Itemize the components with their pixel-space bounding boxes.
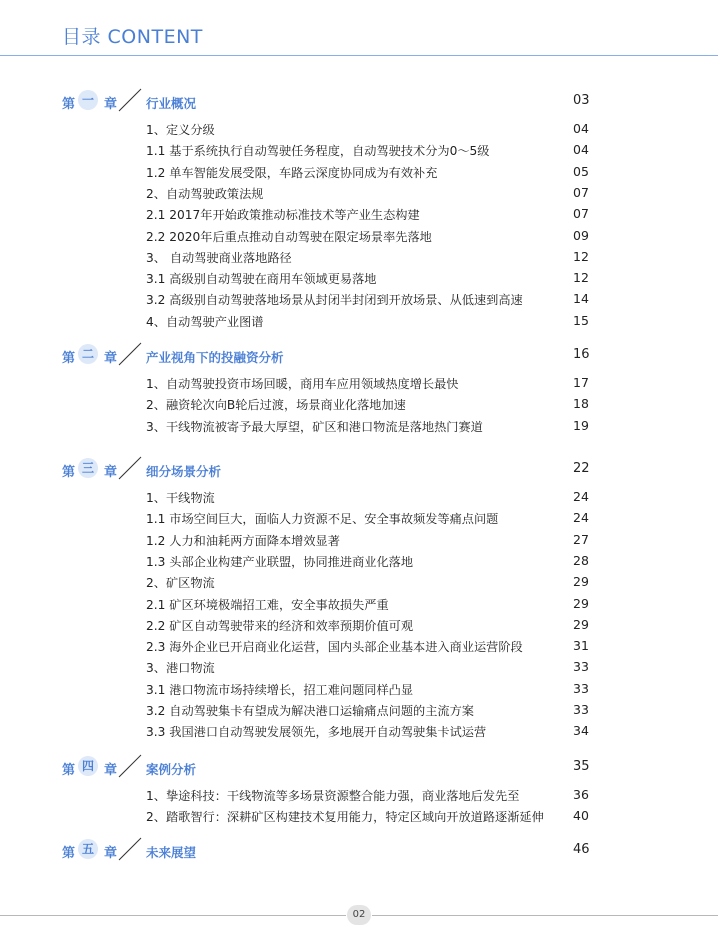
- toc-entry-title: 2、融资轮次向B轮后过渡，场景商业化落地加速: [146, 398, 406, 413]
- toc-entry-page: 24: [573, 510, 589, 526]
- toc-entry-title: 1.2 人力和油耗两方面降本增效显著: [146, 533, 340, 548]
- chapter-number-badge: 三: [78, 458, 98, 478]
- chapter-title: 案例分析: [146, 762, 197, 777]
- chapter-prefix: 第: [62, 351, 76, 366]
- toc-entry-page: 29: [573, 616, 589, 632]
- toc-entry-title: 3.1 高级别自动驾驶在商用车领域更易落地: [146, 272, 377, 287]
- toc-entry-title: 1、挚途科技：干线物流等多场景资源整合能力强，商业落地后发先至: [146, 789, 520, 803]
- toc-entry-title: 2.1 2017年开始政策推动标准技术等产业生态构建: [146, 208, 420, 223]
- toc-entry[interactable]: [0, 270, 718, 290]
- toc-entry[interactable]: [0, 659, 718, 679]
- toc-entry[interactable]: [0, 291, 718, 311]
- chapter-heading[interactable]: [0, 459, 718, 483]
- toc-entry-page: 33: [573, 680, 589, 696]
- toc-entry[interactable]: [0, 638, 718, 658]
- toc-entry-page: 27: [573, 531, 589, 547]
- toc-entry-title: 4、自动驾驶产业图谱: [146, 314, 264, 329]
- chapter-number-badge: 二: [78, 344, 98, 364]
- chapter-page-number: 16: [573, 347, 590, 362]
- toc-entry-page: 17: [573, 375, 589, 390]
- toc-entry-title: 3.3 我国港口自动驾驶发展领先，多地展开自动驾驶集卡试运营: [146, 725, 487, 740]
- toc-entry-title: 2.1 矿区环境极端招工难，安全事故损失严重: [146, 597, 389, 612]
- toc-entry-title: 3.2 自动驾驶集卡有望成为解决港口运输痛点问题的主流方案: [146, 704, 474, 718]
- toc-entry[interactable]: [0, 418, 718, 438]
- toc-entry-title: 2、踏歌智行：深耕矿区构建技术复用能力，特定区域向开放道路逐渐延伸: [146, 810, 544, 825]
- toc-entry[interactable]: [0, 808, 718, 828]
- toc-entry-page: 04: [573, 121, 589, 136]
- toc-entry[interactable]: [0, 489, 718, 509]
- chapter-heading[interactable]: [0, 840, 718, 864]
- slash-divider-icon: [115, 341, 145, 367]
- chapter-heading[interactable]: [0, 757, 718, 781]
- toc-entry-title: 1.1 市场空间巨大，面临人力资源不足、安全事故频发等痛点问题: [146, 512, 499, 527]
- chapter-page-number: 46: [573, 842, 590, 857]
- toc-entry-title: 3、干线物流被寄予最大厚望，矿区和港口物流是落地热门赛道: [146, 419, 483, 434]
- toc-entry-title: 1.1 基于系统执行自动驾驶任务程度，自动驾驶技术分为0～5级: [146, 144, 490, 159]
- toc-entry-page: 40: [573, 808, 589, 824]
- toc-entry[interactable]: [0, 532, 718, 552]
- toc-entry-title: 3、港口物流: [146, 661, 215, 676]
- chapter-title: 产业视角下的投融资分析: [146, 350, 284, 365]
- toc-entry-page: 31: [573, 638, 589, 654]
- toc-entry[interactable]: [0, 396, 718, 416]
- toc-entry-title: 1、自动驾驶投资市场回暖，商用车应用领域热度增长最快: [146, 377, 459, 391]
- toc-entry[interactable]: [0, 375, 718, 395]
- toc-entry-title: 3、 自动驾驶商业落地路径: [146, 250, 292, 265]
- toc-entry[interactable]: [0, 596, 718, 616]
- footer-divider-left: [0, 915, 346, 916]
- toc-entry-page: 04: [573, 142, 589, 158]
- chapter-number-badge: 五: [78, 839, 98, 859]
- toc-entry-page: 29: [573, 574, 589, 590]
- toc-entry-title: 3.1 港口物流市场持续增长，招工难问题同样凸显: [146, 682, 414, 697]
- toc-entry[interactable]: [0, 142, 718, 162]
- toc-entry-page: 34: [573, 723, 589, 739]
- header-divider: [0, 55, 718, 56]
- toc-entry-title: 2.2 矿区自动驾驶带来的经济和效率预期价值可观: [146, 618, 414, 633]
- toc-entry-title: 1、定义分级: [146, 123, 215, 137]
- toc-entry-title: 1.3 头部企业构建产业联盟，协同推进商业化落地: [146, 554, 414, 569]
- toc-entry[interactable]: [0, 228, 718, 248]
- toc-entry-page: 15: [573, 312, 589, 328]
- toc-entry[interactable]: [0, 313, 718, 333]
- toc-entry[interactable]: [0, 681, 718, 701]
- toc-entry-title: 2.2 2020年后重点推动自动驾驶在限定场景率先落地: [146, 229, 432, 244]
- toc-entry[interactable]: [0, 553, 718, 573]
- toc-entry[interactable]: [0, 510, 718, 530]
- toc-entry-page: 14: [573, 291, 589, 307]
- toc-entry-page: 18: [573, 396, 589, 412]
- toc-entry-title: 1.2 单车智能发展受限，车路云深度协同成为有效补充: [146, 165, 438, 180]
- toc-entry[interactable]: [0, 121, 718, 141]
- chapter-suffix: 章: [104, 763, 118, 778]
- chapter-heading[interactable]: [0, 345, 718, 369]
- toc-entry-page: 05: [573, 163, 589, 179]
- chapter-suffix: 章: [104, 465, 118, 480]
- toc-entry-page: 19: [573, 417, 589, 433]
- slash-divider-icon: [115, 87, 145, 113]
- chapter-number-badge: 一: [78, 90, 98, 110]
- toc-entry[interactable]: [0, 723, 718, 743]
- page-title: 目录 CONTENT: [62, 26, 203, 48]
- slash-divider-icon: [115, 836, 145, 862]
- toc-entry[interactable]: [0, 617, 718, 637]
- toc-entry-title: 1、干线物流: [146, 491, 215, 505]
- chapter-title: 细分场景分析: [146, 464, 222, 479]
- toc-entry[interactable]: [0, 702, 718, 722]
- toc-entry[interactable]: [0, 787, 718, 807]
- toc-entry-page: 07: [573, 184, 589, 200]
- footer-divider-right: [372, 915, 718, 916]
- toc-entry-title: 2.3 海外企业已开启商业化运营，国内头部企业基本进入商业运营阶段: [146, 640, 523, 655]
- toc-entry[interactable]: [0, 249, 718, 269]
- chapter-suffix: 章: [104, 351, 118, 366]
- toc-entry-page: 07: [573, 206, 589, 222]
- toc-entry-title: 2、自动驾驶政策法规: [146, 186, 264, 201]
- chapter-heading[interactable]: [0, 91, 718, 115]
- toc-entry-page: 12: [573, 248, 589, 264]
- chapter-suffix: 章: [104, 846, 118, 861]
- chapter-title: 行业概况: [146, 96, 197, 111]
- toc-entry-page: 09: [573, 227, 589, 243]
- chapter-prefix: 第: [62, 97, 76, 112]
- chapter-prefix: 第: [62, 846, 76, 861]
- toc-entry[interactable]: [0, 574, 718, 594]
- toc-entry[interactable]: [0, 164, 718, 184]
- toc-entry-page: 33: [573, 659, 589, 675]
- chapter-prefix: 第: [62, 465, 76, 480]
- toc-entry[interactable]: [0, 206, 718, 226]
- toc-entry-page: 12: [573, 270, 589, 286]
- chapter-prefix: 第: [62, 763, 76, 778]
- chapter-number-badge: 四: [78, 756, 98, 776]
- toc-entry-page: 33: [573, 702, 589, 717]
- toc-entry-page: 28: [573, 552, 589, 568]
- chapter-page-number: 22: [573, 461, 590, 476]
- toc-entry-title: 2、矿区物流: [146, 576, 215, 591]
- slash-divider-icon: [115, 455, 145, 481]
- toc-entry-page: 24: [573, 489, 589, 504]
- chapter-page-number: 35: [573, 759, 590, 774]
- chapter-title: 未来展望: [146, 845, 197, 860]
- toc-entry-page: 36: [573, 787, 589, 802]
- toc-entry-title: 3.2 高级别自动驾驶落地场景从封闭半封闭到开放场景、从低速到高速: [146, 293, 523, 308]
- chapter-suffix: 章: [104, 97, 118, 112]
- page-number-badge: 02: [347, 905, 371, 925]
- slash-divider-icon: [115, 753, 145, 779]
- toc-entry-page: 29: [573, 595, 589, 611]
- toc-entry[interactable]: [0, 185, 718, 205]
- chapter-page-number: 03: [573, 93, 590, 108]
